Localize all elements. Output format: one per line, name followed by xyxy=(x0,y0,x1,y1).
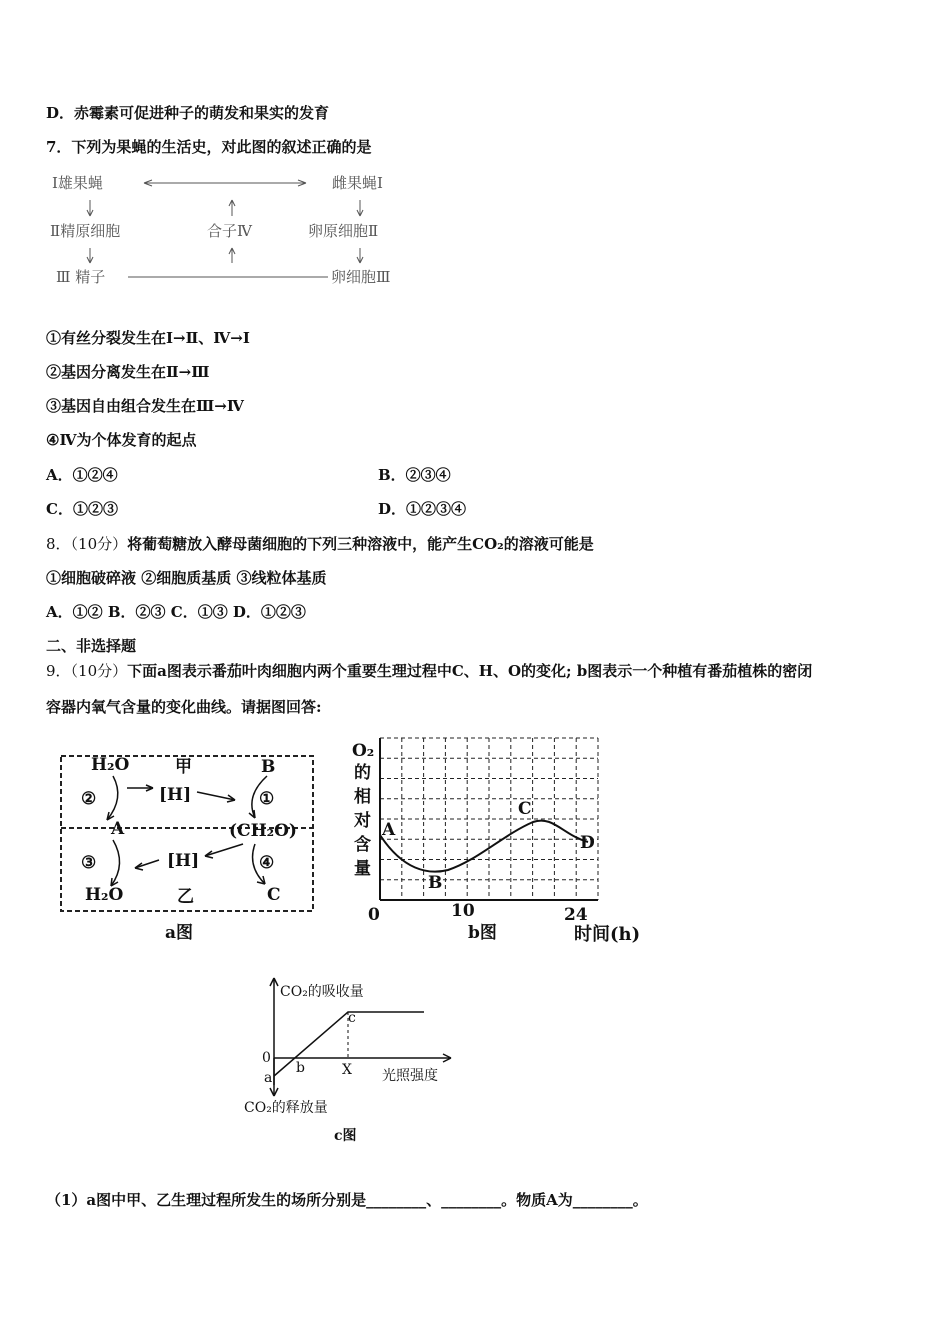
q9-figure-b xyxy=(348,730,648,950)
q9-sub-question-1: （1）a图中甲、乙生理过程所发生的场所分别是________、________。物质A为________。 xyxy=(46,1191,648,1209)
fig-b-ylabel-5: 含 xyxy=(354,835,371,855)
fig-a-circle-3: ③ xyxy=(81,853,97,873)
q7-statement-4: ④Ⅳ为个体发育的起点 xyxy=(46,431,197,449)
fig-b-grid xyxy=(380,738,598,900)
q9-stem-line-1 xyxy=(46,661,812,681)
q7-male-fly: Ⅰ雄果蝇 xyxy=(52,174,103,192)
fig-a-h-top: [H] xyxy=(159,785,192,805)
q7-spermatogonium: Ⅱ精原细胞 xyxy=(50,222,121,240)
q8-items: ①细胞破碎液 ②细胞质基质 ③线粒体基质 xyxy=(46,569,327,587)
q7-stem-text: 7．下列为果蝇的生活史，对此图的叙述正确的是 xyxy=(46,138,372,156)
q7-option-b: B．②③④ xyxy=(378,466,451,484)
q7-oogonium: 卵原细胞Ⅱ xyxy=(308,222,379,240)
fig-a-b-top: B xyxy=(261,757,276,777)
q9-stem-prefix: 9．（10分） xyxy=(46,662,128,680)
q8-options: A．①② B．②③ C．①③ D．①②③ xyxy=(46,603,306,621)
fig-b-point-b: B xyxy=(428,873,443,893)
q9-figure-c xyxy=(236,970,476,1150)
fig-c-caption: c图 xyxy=(334,1128,357,1144)
fig-b-tick-0: 0 xyxy=(368,905,380,925)
fig-b-ylabel-2: 的 xyxy=(354,763,371,783)
fig-a-h2o-bottom: H₂O xyxy=(85,885,124,905)
q7-zygote: 合子Ⅳ xyxy=(207,222,252,240)
q9-stem-line-2: 容器内氧气含量的变化曲线。请据图回答: xyxy=(46,698,322,716)
q7-female-fly: 雌果蝇Ⅰ xyxy=(332,174,383,192)
fig-b-ylabel-6: 量 xyxy=(354,859,371,879)
fig-b-curve xyxy=(380,821,588,872)
q9-stem-text-1: 下面a图表示番茄叶肉细胞内两个重要生理过程中C、H、O的变化; b图表示一个种植有番茄植株的密闭 xyxy=(127,662,813,680)
fig-b-point-d: D xyxy=(580,833,595,853)
q7-life-cycle-diagram xyxy=(40,168,420,298)
fig-b-tick-10: 10 xyxy=(451,901,475,921)
fig-b-ylabel-4: 对 xyxy=(354,811,371,831)
fig-a-jia: 甲 xyxy=(175,757,192,777)
fig-a-arrow-h-to-3 xyxy=(135,860,159,868)
fig-c-ylabel-top: CO₂的吸收量 xyxy=(280,984,364,1000)
fig-b-tick-24: 24 xyxy=(564,905,588,925)
q7-statement-2: ②基因分离发生在Ⅱ→Ⅲ xyxy=(46,363,210,381)
fig-b-ylabel-1: O₂ xyxy=(352,741,375,761)
fig-b-xlabel: 时间(h) xyxy=(574,924,641,945)
q7-egg: 卵细胞Ⅲ xyxy=(331,268,391,286)
q7-option-d: D．①②③④ xyxy=(378,500,467,518)
q7-option-c: C．①②③ xyxy=(46,500,118,518)
fig-c-point-c: c xyxy=(348,1010,356,1026)
fig-b-ylabel-3: 相 xyxy=(354,787,371,807)
fig-c-ylabel-bottom: CO₂的释放量 xyxy=(244,1100,328,1116)
fig-a-h2o-top: H₂O xyxy=(91,755,130,775)
fig-a-a-mid: A xyxy=(111,819,125,839)
q9-figure-a xyxy=(55,748,325,948)
fig-a-c-bottom: C xyxy=(267,885,281,905)
q7-statement-3: ③基因自由组合发生在Ⅲ→Ⅳ xyxy=(46,397,244,415)
fig-a-yi: 乙 xyxy=(177,887,194,907)
q6-option-d: D．赤霉素可促进种子的萌发和果实的发育 xyxy=(46,104,330,122)
q8-stem xyxy=(46,534,594,554)
fig-b-caption: b图 xyxy=(468,923,497,943)
fig-c-point-x: X xyxy=(342,1062,352,1078)
fig-a-circle-4: ④ xyxy=(259,853,275,873)
q7-option-a: A．①②④ xyxy=(46,466,118,484)
fig-b-point-a: A xyxy=(382,820,396,840)
fig-a-circle-2: ② xyxy=(81,789,97,809)
fig-c-origin: 0 xyxy=(262,1050,271,1066)
q7-statement-1: ①有丝分裂发生在Ⅰ→Ⅱ、Ⅳ→Ⅰ xyxy=(46,329,250,347)
fig-a-arrow-ch2o-h xyxy=(205,844,243,856)
fig-a-h-bottom: [H] xyxy=(167,851,200,871)
fig-a-circle-1: ① xyxy=(259,789,275,809)
fig-c-point-b: b xyxy=(296,1060,305,1076)
section-2-heading: 二、非选择题 xyxy=(46,637,137,655)
fig-c-point-a: a xyxy=(264,1070,273,1086)
fig-c-xlabel: 光照强度 xyxy=(382,1068,438,1084)
q7-stem xyxy=(46,137,371,157)
fig-a-ch2o: (CH₂O) xyxy=(229,821,297,841)
fig-b-point-c: C xyxy=(518,799,532,819)
q7-sperm: Ⅲ 精子 xyxy=(56,268,106,286)
fig-a-caption: a图 xyxy=(165,923,194,943)
q8-stem-text: 将葡萄糖放入酵母菌细胞的下列三种溶液中，能产生CO₂的溶液可能是 xyxy=(127,535,594,553)
q8-stem-prefix: 8．（10分） xyxy=(46,535,128,553)
